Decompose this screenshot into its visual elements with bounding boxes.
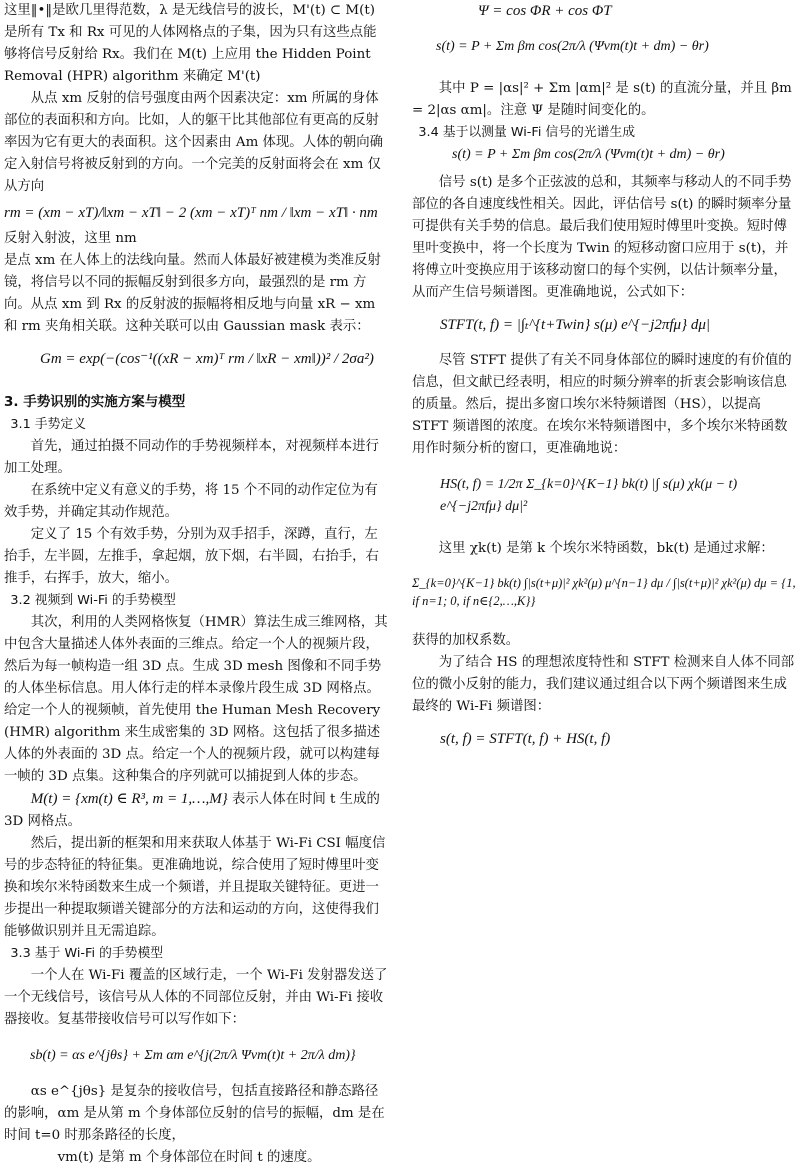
subsection-heading: 3.3 基于 Wi-Fi 的手势模型 xyxy=(10,946,164,961)
paragraph: 尽管 STFT 提供了有关不同身体部位的瞬时速度的有价值的信息，但文献已经表明，相应的时频分辨率的折衷会影响该信息的质量。然后，提出多窗口埃尔米特频谱图（HS），以提高 STFT 频谱图的浓度。在埃尔米特频谱图中，多个埃尔米特函数用作时频分析的窗口，更准确地说： xyxy=(412,353,792,456)
paragraph: 为了结合 HS 的理想浓度特性和 STFT 检测来自人体不同部位的微小反射的能力，我们建议通过组合以下两个频谱图来生成最终的 Wi-Fi 频谱图： xyxy=(412,655,795,714)
left-column xyxy=(4,0,388,1169)
right-column xyxy=(412,0,796,750)
equation-gaussian-mask: Gm = exp(−(cos⁻¹((xR − xm)ᵀ rm / ‖xR − xm‖))² / 2σa²) xyxy=(40,351,374,367)
section-heading: 3. 手势识别的实施方案与模型 xyxy=(4,394,186,410)
paragraph: 定义了 15 个有效手势，分别为双手招手，深蹲，直行，左抬手，左半圆，左推手，拿起烟，放下烟，右半圆，右抬手，右推手，右挥手，放大，缩小。 xyxy=(4,527,379,586)
equation-weight-coefficients: Σ_{k=0}^{K−1} bk(t) ∫|s(t+μ)|² χk²(μ) μ^{n−1} dμ / ∫|s(t+μ)|² χk²(μ) dμ = {1, if n=1; 0, if n∈{2,…,K}} xyxy=(412,576,796,608)
paragraph: 信号 s(t) 是多个正弦波的总和，其频率与移动人的不同手势部位的各自速度线性相关。因此，评估信号 s(t) 的瞬时频率分量可提供有关手势的信息。最后我们使用短时傅里叶变换。短时傅里叶变换中，将一个长度为 Twin 的短移动窗口应用于 s(t)，并将傅立叶变换应用于该移动窗口的每个实例，以估计频率分量，从而产生信号频谱图。更准确地说，公式如下： xyxy=(412,175,792,300)
subsection-heading: 3.4 基于以测量 Wi-Fi 信号的光谱生成 xyxy=(418,125,636,140)
paragraph: vm(t) 是第 m 个身体部位在时间 t 的速度。 xyxy=(57,1150,321,1165)
paragraph: 在系统中定义有意义的手势，将 15 个不同的动作定位为有效手势，并确定其动作规范。 xyxy=(4,483,378,520)
paragraph: 然后，提出新的框架和用来获取人体基于 Wi-Fi CSI 幅度信号的步态特征的特征集。更准确地说，综合使用了短时傅里叶变换和埃尔米特函数来生成一个频谱，并且提取关键特征。更进一步提出一种提取频谱关键部分的方法和运动的方向，这使得我们能够做识别并且无需追踪。 xyxy=(4,836,386,939)
equation-signal-st: s(t) = P + Σm βm cos(2π/λ (Ψvm(t)t + dm) − θr) xyxy=(452,147,725,162)
paragraph: 这里‖•‖是欧几里得范数，λ 是无线信号的波长，M'(t) ⊂ M(t) 是所有 Tx 和 Rx 可见的人体网格点的子集，因为只有这些点能够将信号反射给 Rx。我们在 M(t) 上应用 the Hidden Point Removal (HPR) algorithm 来确定 M'(t) xyxy=(4,3,377,84)
paragraph: 首先，通过拍摄不同动作的手势视频样本，对视频样本进行加工处理。 xyxy=(4,439,379,476)
paragraph: 这里 χk(t) 是第 k 个埃尔米特函数，bk(t) 是通过求解： xyxy=(438,541,774,556)
equation-hermite-spectrogram: HS(t, f) = 1/2π Σ_{k=0}^{K−1} bk(t) |∫ s(μ) χk(μ − t) e^{−j2πfμ} dμ|² xyxy=(440,477,738,514)
equation-signal-st: s(t) = P + Σm βm cos(2π/λ (Ψvm(t)t + dm) − θr) xyxy=(436,39,709,54)
equation-stft: STFT(t, f) = |∫ₜ^{t+Twin} s(μ) e^{−j2πfμ} dμ| xyxy=(440,317,710,333)
paragraph: 获得的加权系数。 xyxy=(412,633,520,648)
paragraph: 其次，利用的人类网格恢复（HMR）算法生成三维网格，其中包含大量描述人体外表面的三维点。给定一个人的视频片段，然后为每一帧构造一组 3D 点。生成 3D mesh 图像和不同手势的人体坐标信息。用人体行走的样本录像片段生成 3D 网格点。给定一个人的视频帧，首先使用 the Human Mesh Recovery (HMR) algorithm 来生成密集的 3D 网格。这包括了很多描述人体的外表面的 3D 点。给定一个人的视频片段，就可以构建每一帧的 3D 点集。这种集合的序列就可以捕捉到人体的步态。 xyxy=(4,615,388,784)
equation-mesh-set: M(t) = {xm(t) ∈ R³, m = 1,…,M} xyxy=(30,791,228,807)
subsection-heading: 3.1 手势定义 xyxy=(10,417,86,432)
equation-psi: Ψ = cos ΦR + cos ΦT xyxy=(478,3,612,19)
paragraph: 其中 P = |αs|² + Σm |αm|² 是 s(t) 的直流分量，并且 βm = 2|αs αm|。注意 Ψ 是随时间变化的。 xyxy=(412,81,792,118)
subsection-heading: 3.2 视频到 Wi-Fi 的手势模型 xyxy=(10,593,176,608)
paragraph: αs e^{jθs} 是复杂的接收信号，包括直接路径和静态路径的影响，αm 是从第 m 个身体部位反射的信号的振幅，dm 是在时间 t=0 时那条路径的长度， xyxy=(4,1084,385,1143)
paragraph: 一个人在 Wi-Fi 覆盖的区域行走，一个 Wi-Fi 发射器发送了一个无线信号，该信号从人体的不同部位反射，并由 Wi-Fi 接收器接收。复基带接收信号可以写作如下： xyxy=(4,968,388,1027)
paragraph: 从点 xm 反射的信号强度由两个因素决定：xm 所属的身体部位的表面积和方向。比如，人的躯干比其他部位有更高的反射率因为它有更大的表面积。这个因素由 Am 体现。人体的朝向确定入射信号将被反射到的方向。一个完美的反射面将会在 xm 仅从方向 xyxy=(4,91,384,194)
paragraph: 反射入射波，这里 nm xyxy=(4,231,137,246)
equation-baseband-signal: sb(t) = αs e^{jθs} + Σm αm e^{j(2π/λ Ψvm(t)t + 2π/λ dm)} xyxy=(30,1048,356,1063)
equation-final-spectrogram: s(t, f) = STFT(t, f) + HS(t, f) xyxy=(440,731,611,747)
equation-reflection-direction: rm = (xm − xT)/‖xm − xT‖ − 2 (xm − xT)ᵀ nm / ‖xm − xT‖ · nm xyxy=(4,205,378,221)
paragraph: 是点 xm 在人体上的法线向量。然而人体最好被建模为类准反射镜，将信号以不同的振幅反射到很多方向，最强烈的是 rm 方向。从点 xm 到 Rx 的反射波的振幅将相反地与向量 xR − xm 和 rm 夹角相关联。这种关联可以由 Gaussian mask 表示： xyxy=(4,253,381,334)
paragraph: M(t) = {xm(t) ∈ R³, m = 1,…,M} 表示人体在时间 t 生成的 3D 网格点。 xyxy=(4,791,380,829)
